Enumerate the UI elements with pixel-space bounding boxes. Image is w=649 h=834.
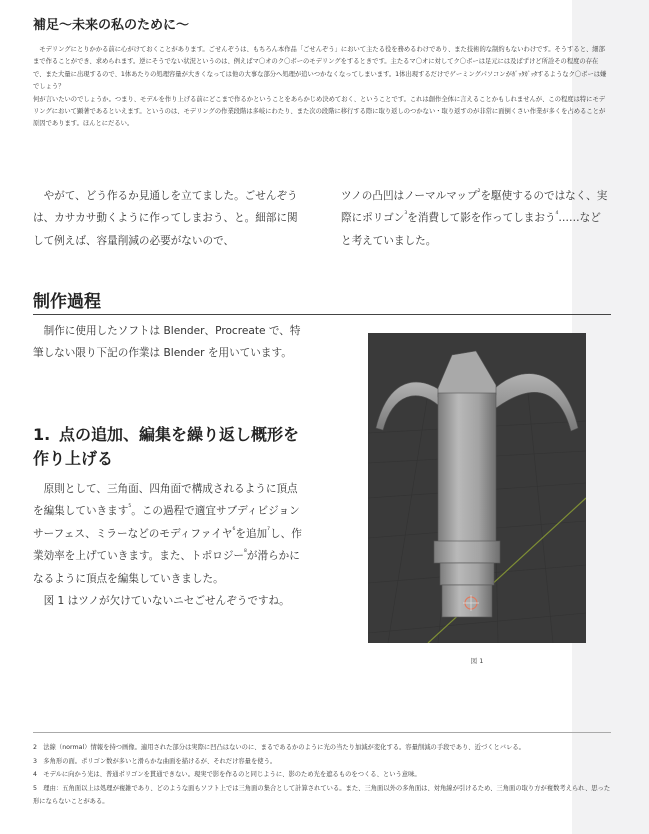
footnote-2: 2 法線（normal）情報を持つ画像。適用された部分は実際に凹凸はないのに、まるであるかのように光の当たり加減が変化する。容量削減の手段であり、近づくとバレる。: [33, 744, 525, 751]
footnote-5: 5 理由：五角面以上は処理が複雑であり、どのような面もソフト上では三角面の集合として計算されている。また、三角面以外の多角面は、対角線が引けるため、三角面の取り方が複数考えられ、思った形にならないことがある。: [33, 784, 611, 806]
blender-viewport-image: [368, 333, 586, 643]
supplement-paragraph-2: 何が言いたいのでしょうか。つまり、モデルを作り上げる前にどこまで作るかということをあらかじめ決めておく、ということです。これは創作全体に言えることかもしれませんが、この程度は特にモデリングにおいて顕著であるといえます。というのは、モデリングの作業段階は多岐にわたり、また次の段階に移行する際に取り返しのつかない・取り返すのが非常に面倒くさい作業が多くを占めることが原因であります。ほんとにだるい。: [33, 95, 606, 128]
step1-body: [33, 478, 303, 612]
intro-right-paragraph: [341, 185, 611, 252]
footnote-ref-8: 8: [244, 549, 247, 555]
footnote-ref-4: 4: [555, 211, 559, 217]
step1-text-d: し、作業効率を上げていきます。また、トポロジー: [33, 527, 302, 563]
process-heading: 制作過程: [33, 292, 101, 312]
intro-right-text-a: ツノの凸凹はノーマルマップ: [341, 190, 478, 202]
footnote-3: 3 多角形の面。ポリゴン数が多いと滑らかな曲面を描けるが、それだけ容量を使う。: [33, 757, 277, 765]
step1-text-b: 。この過程で適宜サブディビジョンサーフェス、ミラーなどのモディファイヤ: [33, 505, 300, 540]
process-intro-paragraph: 制作に使用したソフトは Blender、Procreate で、特筆しない限り下記の作業は Blender を用いています。: [33, 325, 301, 360]
step1-text-e: が滑らかになるように頂点を編集していきました。: [33, 550, 300, 585]
footnote-4: 4 モデルに向かう光は、普通ポリゴンを貫通できない。現実で影を作るのと同じように、影のため光を遮るものをつくる、という意味。: [33, 771, 421, 779]
step1-paragraph-1: [33, 478, 303, 590]
supplement-text: [33, 44, 610, 131]
step1-heading: [33, 423, 303, 471]
shaft-ring: [434, 541, 500, 563]
footnote-ref-2: 2: [477, 189, 481, 194]
supplement-paragraph-1: モデリングにとりかかる前に心がけておくことがあります。ごせんぞうは、もちろん本作品「ごせんぞう」において主たる役を務めるわけであり、また技術的な制約もないわけです。そうすると、細部まで作ることができ、求められます。逆にそうでない状況というのは、例えばマ〇オのク〇ボーのモデリングをするときです。主たるマ〇オに対してク〇ボーは足元には及ばずけど所詮その程度の存在で、また大量に出現するので、1体あたりの処理容量が大きくなっては他の大事な部分へ処理が追いつかなくなってしまいます。1体出現するだけでゲーミングパソコンがｶﾞｯﾀｶﾞｯﾀするようなク〇ボーは嫌でしょう？: [33, 46, 607, 91]
intro-left-column: [33, 185, 303, 252]
footnote-ref-7: 7: [267, 526, 271, 532]
intro-right-text-d: ……などと考えていました。: [341, 212, 601, 247]
footnote-rule: [33, 732, 611, 733]
footnote-ref-3: 3: [404, 211, 408, 217]
supplement-heading: 補足〜未来の私のために〜: [33, 18, 190, 33]
shaft-base-2: [442, 585, 492, 617]
step1-text-c: を追加: [235, 527, 268, 540]
intro-left-paragraph: やがて、どう作るか見通しを立てました。ごせんぞうは、カサカサ動くように作ってしまおう、と。細部に関して例えば、容量削減の必要がないので、: [33, 190, 298, 247]
process-intro: [33, 320, 303, 365]
figure-1-render: [368, 333, 586, 643]
footnote-ref-5: 5: [128, 504, 132, 510]
heading-rule: [33, 314, 611, 315]
step1-title: 点の追加、編集を繰り返し概形を作り上げる: [33, 425, 300, 468]
intro-right-text-b: を駆使するのではなく、実際にポリゴン: [341, 190, 608, 225]
intro-right-text-c: を消費して影を作ってしまおう: [407, 212, 556, 225]
step1-text-a: 原則として、三角面、四角面で構成されるように頂点を編集していきます: [33, 483, 298, 518]
step1-number: 1.: [33, 425, 51, 444]
intro-right-column: [341, 185, 611, 252]
footnote-ref-6: 6: [232, 526, 236, 532]
shaft-base-1: [440, 563, 494, 585]
footnotes: [33, 741, 611, 809]
shaft-body: [438, 393, 496, 543]
figure-caption: 図 1: [470, 657, 484, 665]
step1-paragraph-2: 図 1 はツノが欠けていないニセごせんぞうですね。: [43, 595, 290, 608]
